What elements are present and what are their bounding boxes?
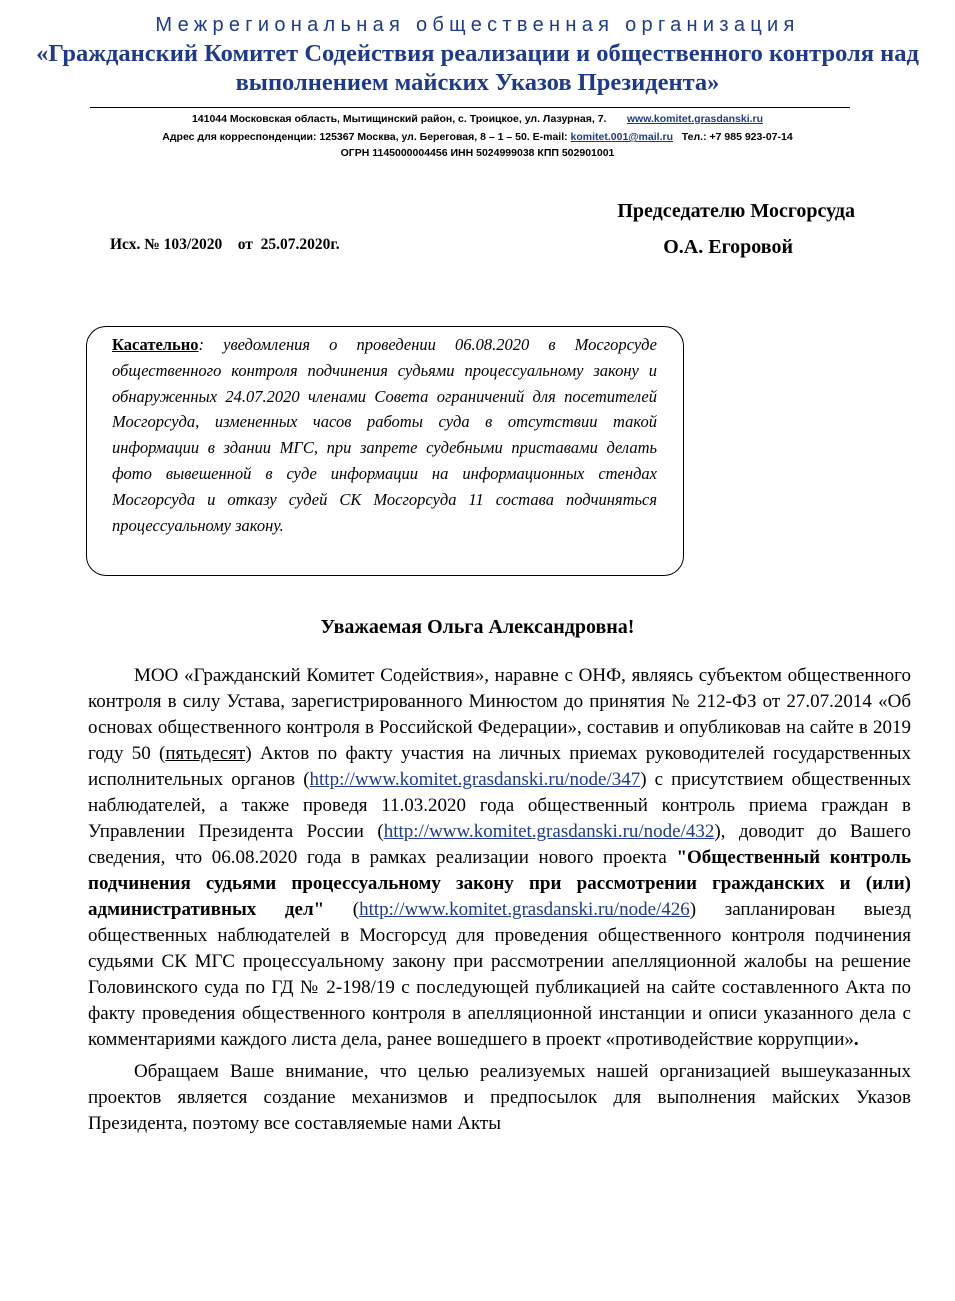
postal-address: 141044 Московская область, Мытищинский район, с. Троицкое, ул. Лазурная, 7. xyxy=(191,113,607,125)
reference-label: Касательно xyxy=(112,335,199,354)
phone-number: Тел.: +7 985 923-07-14 xyxy=(681,131,793,143)
reference-subject: : уведомления о проведении 06.08.2020 в Мосгорсуде общественного контроля подчинения судьями процессуальному закону и обнаруженных 24.07.2020 членами Совета ограничений для посетителей Мосгорсуда, измененных часов работы суда в отсутствии такой информации в здании МГС, при запрете судебными приставами делать фото вывешенной в суде информации на информационных стендах Мосгорсуда и отказу судей СК Мосгорсуда 11 состава подчиняться процессуальному закону. xyxy=(112,335,657,535)
p1-fifty: пятьдесят xyxy=(165,743,246,764)
org-name: «Гражданский Комитет Содействия реализации и общественного контроля над выполнением майских Указов Президента» xyxy=(36,40,919,96)
letter-body xyxy=(88,663,911,1143)
node-347-link[interactable]: http://www.komitet.grasdanski.ru/node/347 xyxy=(309,769,641,790)
p1-text-d: ), доводит до Вашего сведения, что 06.08.2020 года в рамках реализации нового проекта xyxy=(88,821,911,868)
project-title: "Общественный контроль подчинения судьями процессуальному закону при рассмотрении гражданских и (или) административных дел" xyxy=(88,847,911,920)
body-paragraph-2: Обращаем Ваше внимание, что целью реализуемых нашей организацией вышеуказанных проектов является создание механизмов и предпосылок для выполнения майских Указов Президента, поэтому все составляемые нами Акты xyxy=(88,1061,911,1134)
address-line-2 xyxy=(0,131,955,143)
p1-text-b: ) Актов по факту участия на личных приемах руководителей государственных исполнительных органов ( xyxy=(88,743,911,790)
p1-end: . xyxy=(853,1029,859,1050)
registration-numbers: ОГРН 1145000004456 ИНН 5024999038 КПП 502901001 xyxy=(340,147,615,159)
email-link[interactable]: komitet.001@mail.ru xyxy=(570,131,673,143)
org-type: Межрегиональная общественная организация xyxy=(155,14,800,36)
correspondence-address: Адрес для корреспонденции: 125367 Москва, ул. Береговая, 8 – 1 – 50. E-mail: xyxy=(162,131,568,143)
node-426-link[interactable]: http://www.komitet.grasdanski.ru/node/426 xyxy=(359,899,690,920)
website-link[interactable]: www.komitet.grasdanski.ru xyxy=(626,113,764,125)
addressee-name: О.А. Егоровой xyxy=(663,236,793,258)
p1-text-e: ( xyxy=(324,899,360,920)
addressee-position: Председателю Мосгорсуда xyxy=(617,200,855,222)
reference-text xyxy=(112,332,657,538)
body-paragraph-1 xyxy=(88,663,911,1053)
header-divider xyxy=(90,107,850,108)
address-line-1 xyxy=(0,113,955,125)
greeting: Уважаемая Ольга Александровна! xyxy=(320,616,635,638)
outgoing-number: Исх. № 103/2020 от 25.07.2020г. xyxy=(110,236,340,253)
node-432-link[interactable]: http://www.komitet.grasdanski.ru/node/432 xyxy=(383,821,715,842)
p1-text-c: ) с присутствием общественных наблюдателей, а также проведя 11.03.2020 года общественный контроль приема граждан в Управлении Президента России ( xyxy=(88,769,911,842)
p1-text-f: ) запланирован выезд общественных наблюдателей в Мосгорсуд для проведения общественного контроля подчинения судьями СК МГС процессуальному закону при рассмотрении апелляционной жалобы на решение Головинского суда по ГД № 2-198/19 с последующей публикацией на сайте составленного Акта по факту проведения общественного контроля в апелляционной инстанции и описи указанного дела с комментариями каждого листа дела, ранее вошедшего в проект «противодействие коррупции» xyxy=(88,899,911,1050)
p1-text-a: МОО «Гражданский Комитет Содействия», наравне с ОНФ, являясь субъектом общественного контроля в силу Устава, зарегистрированного Минюстом до принятия № 212-ФЗ от 27.07.2014 «Об основах общественного контроля в Российской Федерации», составив и опубликовав на сайте в 2019 году 50 ( xyxy=(88,665,911,764)
